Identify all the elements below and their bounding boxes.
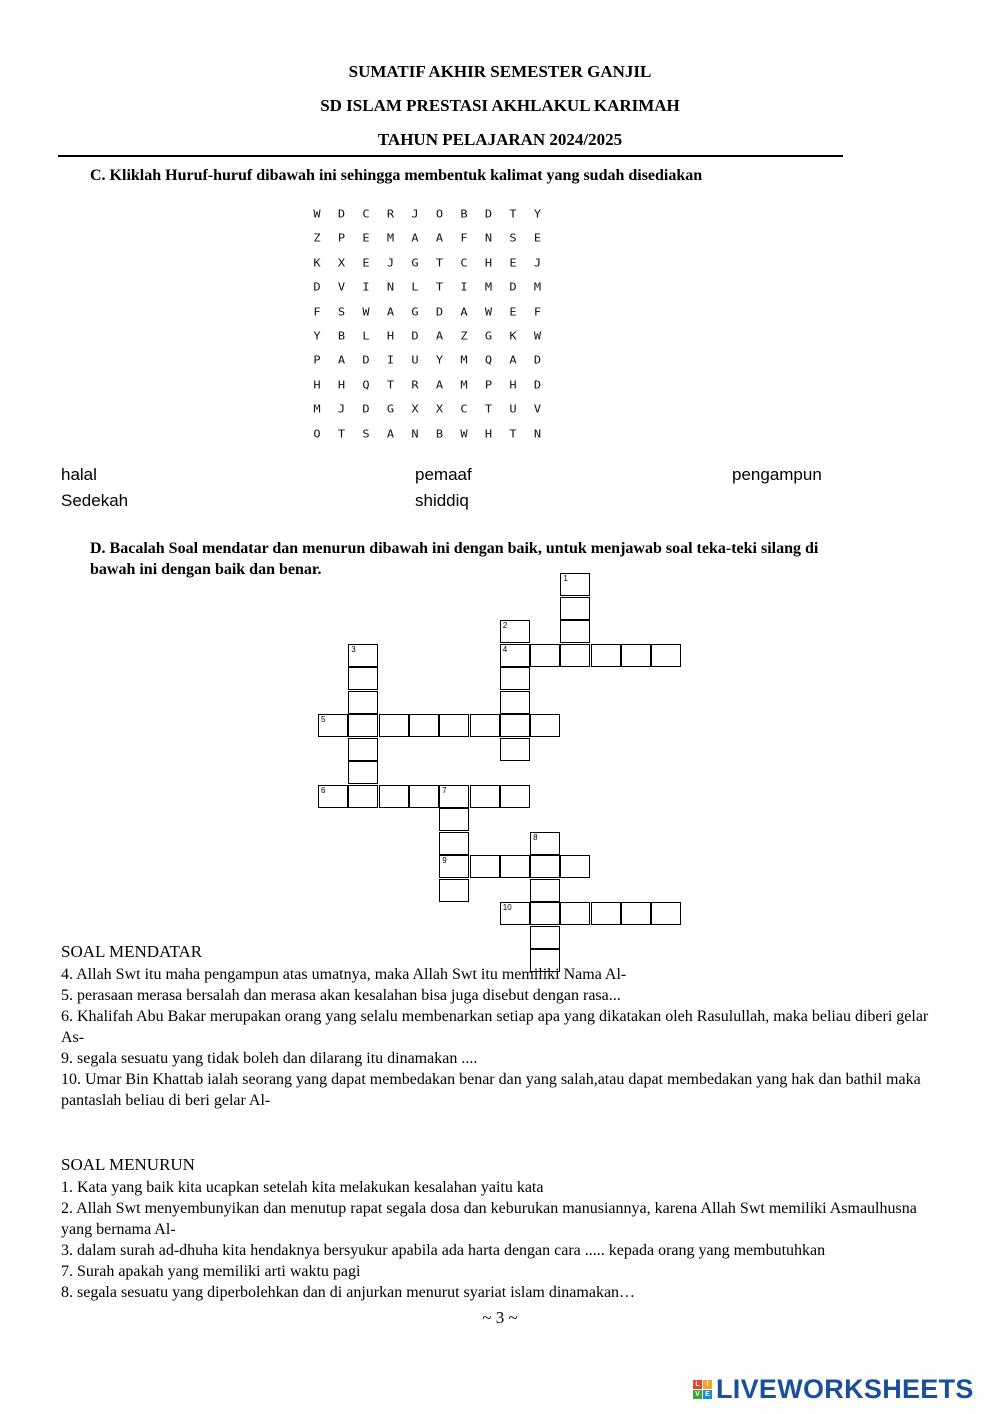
crossword-cell[interactable] [348,761,378,784]
word-search-letter[interactable]: A [435,232,444,245]
crossword-cell[interactable] [470,785,500,808]
word-search-letter[interactable]: W [460,427,468,440]
word-search-letter[interactable]: A [509,354,517,367]
word-search-letter[interactable]: T [509,208,517,220]
word-search-letter[interactable]: M [313,403,321,416]
word-search-letter[interactable]: E [362,256,370,269]
word-search-letter[interactable]: A [435,330,444,342]
word-search-letter[interactable]: T [386,378,395,391]
word-search-letter[interactable]: F [533,305,542,318]
word-search-letter[interactable]: E [362,232,370,245]
crossword-cell[interactable] [651,902,681,925]
word-search-letter[interactable]: T [484,403,493,416]
word-search-letter[interactable]: D [533,354,542,367]
clue-number: 6 [321,785,326,795]
crossword-cell[interactable] [379,785,409,808]
logo-squares-icon: L I V E [693,1380,712,1399]
word-search-letter[interactable]: H [313,378,321,391]
clue-mendatar-9: 9. segala sesuatu yang tidak boleh dan dilarang itu dinamakan .... [61,1050,478,1067]
word-search-letter[interactable]: U [509,403,517,416]
word-search-letter[interactable]: K [509,330,517,342]
crossword-cell[interactable] [318,714,348,737]
word-search-letter[interactable]: F [460,232,468,245]
crossword-cell[interactable] [530,832,560,855]
clue-number: 1 [563,574,568,583]
word-search-letter[interactable]: N [533,427,542,440]
word-search-letter[interactable]: Y [533,208,542,220]
word-search-letter[interactable]: B [435,427,444,440]
word-search-letter[interactable]: D [362,354,370,367]
word-search-letter[interactable]: G [411,305,419,318]
word-search-letter[interactable]: D [411,330,419,342]
clue-mendatar-4: 4. Allah Swt itu maha pengampun atas umatnya, maka Allah Swt itu memiliki Nama Al- [61,966,627,983]
word-search-letter[interactable]: A [460,305,468,318]
word-search-letter[interactable]: H [386,330,395,342]
word-search-letter[interactable]: M [386,232,395,245]
crossword-cell[interactable] [348,785,378,808]
crossword-cell[interactable] [500,855,530,878]
crossword-cell[interactable] [651,644,681,667]
crossword-cell[interactable] [530,926,560,949]
crossword-cell[interactable] [530,855,560,878]
clue-menurun-3: 3. dalam surah ad-dhuha kita hendaknya bersyukur apabila ada harta dengan cara ..... kepada orang yang membutuhkan [61,1242,826,1259]
word-search-letter[interactable]: K [313,256,321,269]
word-search-letter[interactable]: I [460,281,468,294]
crossword-cell[interactable] [530,902,560,925]
word-search-letter[interactable]: W [362,305,370,318]
word-search-letter[interactable]: M [460,378,468,391]
crossword-cell[interactable] [530,714,560,737]
word-search-letter[interactable]: Y [435,354,444,367]
crossword-cell[interactable] [348,738,378,761]
word-search-letter[interactable]: B [460,208,468,220]
crossword-cell[interactable] [500,691,530,714]
word-search-letter[interactable]: S [362,427,370,440]
crossword-cell[interactable] [500,738,530,761]
word-search-letter[interactable]: E [509,256,517,269]
crossword-cell[interactable] [318,785,348,808]
word-search-letter[interactable]: I [362,281,370,294]
word-search-letter[interactable]: V [337,281,346,294]
crossword-cell[interactable] [591,902,621,925]
crossword-cell[interactable] [621,644,651,667]
word-search-letter[interactable]: X [411,403,419,416]
word-search-letter[interactable]: S [337,305,346,318]
word-search-letter[interactable]: D [337,208,346,220]
word-search-letter[interactable]: I [386,354,395,367]
clue-number: 7 [442,785,447,795]
crossword-cell[interactable] [500,902,530,925]
crossword-cell[interactable] [500,620,530,643]
clue-mendatar-6: 6. Khalifah Abu Bakar merupakan orang yang selalu membenarkan setiap apa yang dikatakan oleh Rasulullah, maka beliau diberi gelar As- [61,1008,929,1046]
crossword-cell[interactable] [530,644,560,667]
crossword-cell[interactable] [348,644,378,667]
word-search-letter[interactable]: S [509,232,517,245]
crossword-cell[interactable] [560,855,590,878]
crossword-cell[interactable] [500,714,530,737]
clue-menurun-8: 8. segala sesuatu yang diperbolehkan dan di anjurkan menurut syariat islam dinamakan… [61,1284,636,1301]
crossword-cell[interactable] [348,667,378,690]
word-search-letter[interactable]: H [484,256,493,269]
crossword-cell[interactable] [409,714,439,737]
word-search-letter[interactable]: L [362,330,370,342]
word-search-letter[interactable]: H [337,378,346,391]
word-search-letter[interactable]: R [411,378,419,391]
word-search-letter[interactable]: N [484,232,493,245]
word-search-letter[interactable]: F [313,305,321,318]
header-title-2: SD ISLAM PRESTASI AKHLAKUL KARIMAH [320,96,680,115]
clue-number: 8 [533,832,538,842]
crossword-cell[interactable] [348,691,378,714]
brand-name: LIVEWORKSHEETS [716,1373,974,1404]
clue-number: 4 [502,644,508,654]
word-search-letter[interactable]: O [313,427,321,440]
word-search-letter[interactable]: C [460,256,468,269]
word-search-letter[interactable]: T [337,427,346,440]
word-search-letter[interactable]: D [435,305,444,318]
word-search-letter[interactable]: D [362,403,370,416]
word-search-letter[interactable]: G [386,403,395,416]
word-search-letter[interactable]: Q [362,378,370,391]
word-search-letter[interactable]: J [411,208,419,220]
word-search-letter[interactable]: L [411,281,419,294]
word-item: shiddiq [415,491,469,510]
word-search-letter[interactable]: W [313,208,321,220]
word-search-letter[interactable]: N [386,281,395,294]
word-search-letter[interactable]: C [362,208,370,220]
word-search-letter[interactable]: G [484,330,493,342]
word-search-letter[interactable]: P [337,232,346,245]
crossword-cell[interactable] [560,902,590,925]
liveworksheets-logo [693,1375,974,1403]
word-search-letter[interactable]: T [435,256,444,269]
word-search-letter[interactable]: T [435,281,444,294]
crossword-cell[interactable] [348,714,378,737]
word-search-letter[interactable]: Z [313,232,321,245]
word-search-letter[interactable]: M [460,354,468,367]
word-search-letter[interactable]: M [533,281,542,294]
word-search-letter[interactable]: G [411,256,419,269]
clue-number: 3 [351,644,356,654]
word-search-letter[interactable]: O [435,208,444,220]
mendatar-heading: SOAL MENDATAR [61,942,203,961]
crossword-cell[interactable] [470,714,500,737]
clue-menurun-1: 1. Kata yang baik kita ucapkan setelah kita melakukan kesalahan yaitu kata [61,1179,544,1196]
page-number: ~ 3 ~ [482,1308,518,1327]
clue-number: 10 [502,903,512,912]
word-search-letter[interactable]: A [386,427,395,440]
crossword-cell[interactable] [500,785,530,808]
crossword-cell[interactable] [500,667,530,690]
word-search-letter[interactable]: D [509,281,517,294]
word-search-letter[interactable]: E [509,305,517,318]
word-search-letter[interactable]: W [484,305,493,318]
word-search-letter[interactable]: D [313,281,321,294]
word-search-letter[interactable]: X [337,256,346,269]
crossword-cell[interactable] [560,620,590,643]
word-search-letter[interactable]: U [411,354,419,367]
crossword-cell[interactable] [439,879,469,902]
word-search-letter[interactable]: M [484,281,493,294]
word-search-letter[interactable]: H [509,378,517,391]
word-search-letter[interactable]: R [386,208,395,220]
clue-number: 9 [442,856,447,865]
word-search-letter[interactable]: W [533,330,542,342]
header-title-3: TAHUN PELAJARAN 2024/2025 [377,130,623,149]
clue-menurun-2: 2. Allah Swt menyembunyikan dan menutup rapat segala dosa dan keburukan manusiannya, karena Allah Swt memiliki Asmaulhusna yang bernama Al- [61,1200,917,1238]
word-search-letter[interactable]: A [337,354,346,367]
header-title-1: SUMATIF AKHIR SEMESTER GANJIL [348,62,652,81]
crossword-cell[interactable] [439,714,469,737]
word-search-letter[interactable]: P [484,378,493,391]
clue-number: 2 [502,621,508,630]
word-search-letter[interactable]: D [533,378,542,391]
clue-mendatar-5: 5. perasaan merasa bersalah dan merasa akan kesalahan bisa juga disebut dengan rasa... [61,987,621,1004]
word-search-letter[interactable]: C [460,403,468,416]
word-search-letter[interactable]: B [337,330,346,342]
word-item: Sedekah [61,491,129,510]
section-d-title-line1: D. Bacalah Soal mendatar dan menurun dibawah ini dengan baik, untuk menjawab soal teka-teki silang di [90,540,819,557]
word-item: pengampun [732,465,822,484]
word-item: pemaaf [415,465,472,484]
crossword-cell[interactable] [379,714,409,737]
word-search-letter[interactable]: J [337,403,346,416]
crossword-cell[interactable] [560,573,590,596]
clue-number: 5 [321,715,326,724]
word-search-letter[interactable]: A [435,378,444,391]
crossword-cell[interactable] [439,785,469,808]
word-search-letter[interactable]: Y [313,330,321,342]
crossword-cell[interactable] [530,879,560,902]
word-search-letter[interactable]: Q [484,354,493,367]
word-search-letter[interactable]: A [386,305,395,318]
word-search-letter[interactable]: J [386,256,395,269]
word-search-letter[interactable]: D [484,208,493,220]
crossword-cell[interactable] [439,855,469,878]
crossword-cell[interactable] [409,785,439,808]
clue-menurun-7: 7. Surah apakah yang memiliki arti waktu pagi [61,1263,361,1280]
crossword-cell[interactable] [621,902,651,925]
crossword-cell[interactable] [560,597,590,620]
crossword-cell[interactable] [591,644,621,667]
word-search-letter[interactable]: E [533,232,542,245]
header-divider [58,155,843,157]
crossword-cell[interactable] [470,855,500,878]
word-search-letter[interactable]: Z [460,330,468,342]
word-search-letter[interactable]: V [533,403,542,416]
word-item: halal [61,465,97,484]
crossword-cell[interactable] [439,832,469,855]
word-search-letter[interactable]: T [509,427,517,440]
section-d-title-line2: bawah ini dengan baik dan benar. [90,561,322,578]
word-search-letter[interactable]: A [411,232,419,245]
word-search-letter[interactable]: P [313,354,321,367]
word-search-letter[interactable]: N [411,427,419,440]
crossword-cell[interactable] [500,644,530,667]
word-search-letter[interactable]: J [533,256,542,269]
crossword-cell[interactable] [439,808,469,831]
word-search-letter[interactable]: X [435,403,444,416]
section-c-title: C. Kliklah Huruf-huruf dibawah ini sehingga membentuk kalimat yang sudah disediakan [90,167,703,184]
clue-mendatar-10: 10. Umar Bin Khattab ialah seorang yang dapat membedakan benar dan yang salah,atau dapat membedakan yang hak dan bathil maka pantaslah beliau di beri gelar Al- [61,1071,921,1109]
crossword-cell[interactable] [560,644,590,667]
word-search-letter[interactable]: H [484,427,493,440]
menurun-heading: SOAL MENURUN [61,1155,195,1174]
